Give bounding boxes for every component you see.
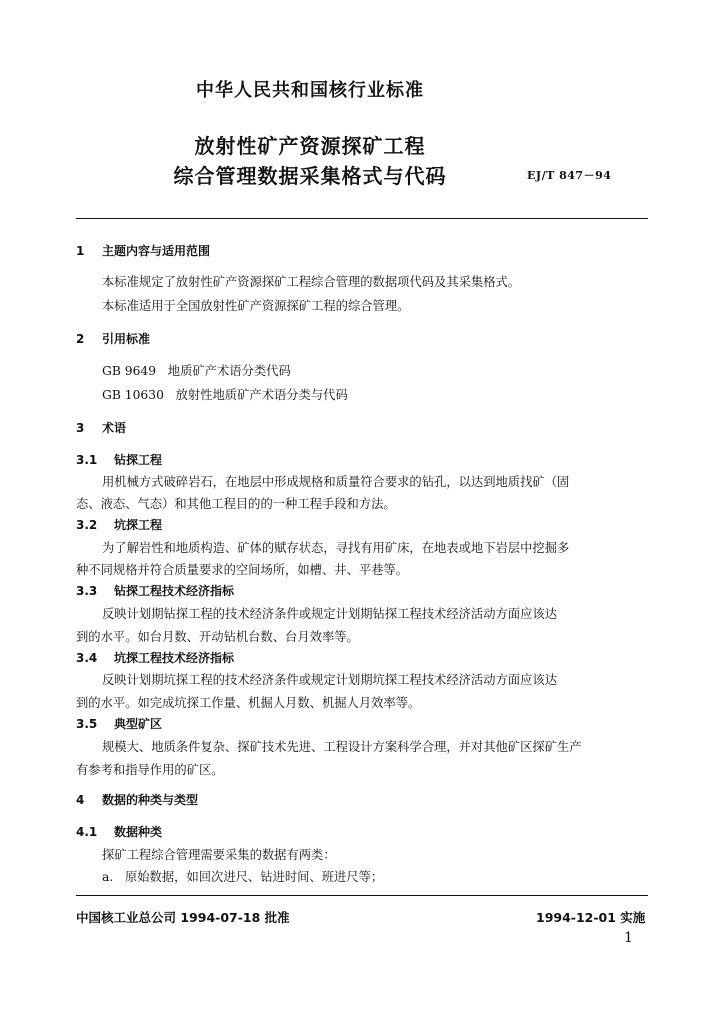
title-line-1: 放射性矿产资源探矿工程 bbox=[194, 134, 426, 158]
section-title: 数据的种类与类型 bbox=[102, 793, 199, 807]
approval-date: 中国核工业总公司 1994-07-18 批准 bbox=[76, 910, 290, 925]
section-2-heading bbox=[76, 330, 150, 347]
standard-code: EJ/T 847－94 bbox=[527, 169, 612, 182]
paragraph: 本标准规定了放射性矿产资源探矿工程综合管理的数据项代码及其采集格式。 bbox=[102, 275, 521, 289]
term-3-4-heading bbox=[76, 649, 234, 666]
term-3-5-heading bbox=[76, 715, 162, 732]
term-number: 3.2 bbox=[76, 518, 98, 532]
term-3-3-heading bbox=[76, 582, 234, 599]
term-text: 规模大、地质条件复杂、探矿技术先进、工程设计方案科学合理，并对其他矿区探矿生产 bbox=[102, 740, 582, 754]
footer-rule bbox=[76, 895, 648, 896]
term-text: 用机械方式破碎岩石，在地层中形成规格和质量符合要求的钻孔，以达到地质找矿（固 bbox=[102, 475, 570, 489]
paragraph: 本标准适用于全国放射性矿产资源探矿工程的综合管理。 bbox=[102, 299, 410, 313]
list-item: a. 原始数据，如回次进尺、钻进时间、班进尺等； bbox=[102, 870, 384, 884]
section-number: 1 bbox=[76, 244, 85, 258]
term-number: 3.4 bbox=[76, 651, 98, 665]
term-text: 种不同规格并符合质量要求的空间场所，如槽、井、平巷等。 bbox=[76, 563, 409, 577]
term-3-2-heading bbox=[76, 516, 162, 533]
term-number: 3.1 bbox=[76, 453, 98, 467]
term-title: 坑探工程 bbox=[114, 518, 163, 532]
section-number: 4 bbox=[76, 793, 85, 807]
term-title: 典型矿区 bbox=[114, 717, 163, 731]
reference-item: GB 10630 放射性地质矿产术语分类与代码 bbox=[102, 388, 348, 402]
term-title: 数据种类 bbox=[114, 825, 163, 839]
title-line-2: 综合管理数据采集格式与代码 bbox=[173, 164, 447, 188]
section-4-heading bbox=[76, 791, 198, 808]
term-title: 钻探工程技术经济指标 bbox=[114, 584, 235, 598]
issuing-org: 中华人民共和国核行业标准 bbox=[196, 80, 424, 101]
section-title: 主题内容与适用范围 bbox=[102, 244, 211, 258]
paragraph: 探矿工程综合管理需要采集的数据有两类： bbox=[102, 848, 336, 862]
term-3-1-heading bbox=[76, 451, 162, 468]
term-title: 钻探工程 bbox=[114, 453, 163, 467]
term-text: 为了解岩性和地质构造、矿体的赋存状态，寻找有用矿床，在地表或地下岩层中挖掘多 bbox=[102, 541, 570, 555]
section-title: 引用标准 bbox=[102, 332, 151, 346]
term-text: 到的水平。如台月数、开动钻机台数、台月效率等。 bbox=[76, 630, 359, 644]
page-number: 1 bbox=[624, 930, 633, 946]
term-text: 有参考和指导作用的矿区。 bbox=[76, 763, 224, 777]
term-text: 反映计划期坑探工程的技术经济条件或规定计划期坑探工程技术经济活动方面应该达 bbox=[102, 673, 557, 687]
term-4-1-heading bbox=[76, 823, 162, 840]
term-number: 4.1 bbox=[76, 825, 98, 839]
term-title: 坑探工程技术经济指标 bbox=[114, 651, 235, 665]
header-rule bbox=[76, 218, 648, 219]
section-number: 2 bbox=[76, 332, 85, 346]
reference-item: GB 9649 地质矿产术语分类代码 bbox=[102, 364, 291, 378]
section-3-heading bbox=[76, 419, 126, 436]
section-1-heading bbox=[76, 242, 210, 259]
term-text: 到的水平。如完成坑探工作量、机掘人月数、机掘人月效率等。 bbox=[76, 696, 421, 710]
section-title: 术语 bbox=[102, 421, 127, 435]
term-text: 态、液态、气态）和其他工程目的的一种工程手段和方法。 bbox=[76, 497, 396, 511]
section-number: 3 bbox=[76, 421, 85, 435]
term-number: 3.3 bbox=[76, 584, 98, 598]
effective-date: 1994-12-01 实施 bbox=[536, 910, 646, 925]
term-number: 3.5 bbox=[76, 717, 98, 731]
term-text: 反映计划期钻探工程的技术经济条件或规定计划期钻探工程技术经济活动方面应该达 bbox=[102, 607, 557, 621]
